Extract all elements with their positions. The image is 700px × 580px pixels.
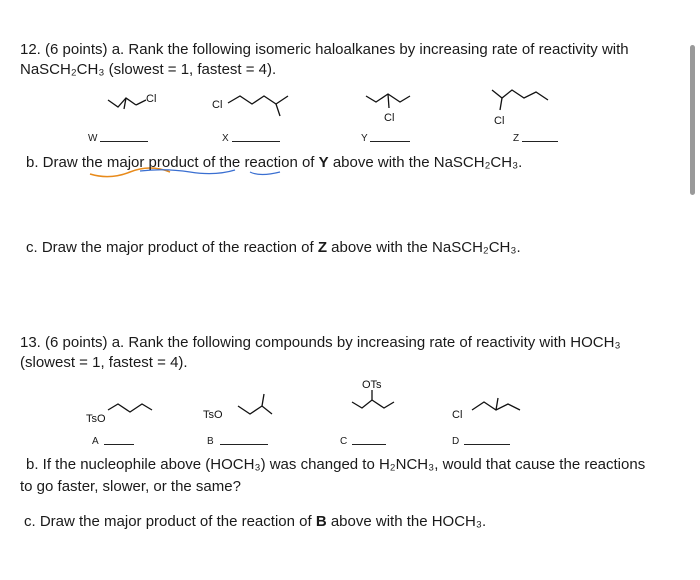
vertical-scrollbar[interactable] [690, 45, 695, 195]
structure-b [238, 394, 272, 414]
blank-a[interactable] [104, 444, 134, 445]
label-c: C [340, 436, 348, 447]
structure-w [108, 98, 146, 109]
blank-w[interactable] [100, 141, 148, 142]
label-x: X [222, 133, 229, 144]
structure-z [492, 90, 548, 110]
a-tso-label: TsO [86, 413, 106, 425]
structure-c [352, 390, 394, 408]
w-cl-label: Cl [146, 93, 157, 105]
x-cl-label: Cl [212, 99, 223, 111]
d-cl-label: Cl [452, 409, 463, 421]
q13-part-b-line2: to go faster, slower, or the same? [20, 478, 241, 495]
blank-d[interactable] [464, 444, 510, 445]
q12-part-b: b. Draw the major product of the reaction of Y above with the NaSCH₂CH₃. [26, 154, 523, 171]
label-w: W [88, 133, 98, 144]
q12-part-c: c. Draw the major product of the reaction of Z above with the NaSCH₂CH₃. [26, 239, 521, 256]
label-b: B [207, 436, 214, 447]
q12-prompt-line2: NaSCH₂CH₃ (slowest = 1, fastest = 4). [20, 61, 277, 78]
blank-c[interactable] [352, 444, 386, 445]
q12-prompt-line1: 12. (6 points) a. Rank the following isomeric haloalkanes by increasing rate of reactivity with [20, 41, 629, 58]
q13-prompt-line2: (slowest = 1, fastest = 4). [20, 354, 188, 371]
z-cl-label: Cl [494, 115, 505, 127]
blank-x[interactable] [232, 141, 280, 142]
y-cl-label: Cl [384, 112, 395, 124]
b-tso-label: TsO [203, 409, 223, 421]
structure-a [108, 404, 152, 412]
label-a: A [92, 436, 99, 447]
q13-prompt-line1: 13. (6 points) a. Rank the following compounds by increasing rate of reactivity with HOCH₃ [20, 334, 621, 351]
label-d: D [452, 436, 460, 447]
blank-y[interactable] [370, 141, 410, 142]
label-y: Y [361, 133, 368, 144]
structure-x [228, 96, 288, 116]
blank-b[interactable] [220, 444, 268, 445]
q13-part-c: c. Draw the major product of the reaction of B above with the HOCH₃. [24, 513, 487, 530]
label-z: Z [513, 133, 520, 144]
q13-part-b-line1: b. If the nucleophile above (HOCH₃) was changed to H₂NCH₃, would that cause the reactions [26, 456, 646, 473]
structure-y [366, 94, 410, 108]
c-ots-label: OTs [362, 379, 382, 391]
blank-z[interactable] [522, 141, 558, 142]
structure-d [472, 398, 520, 410]
